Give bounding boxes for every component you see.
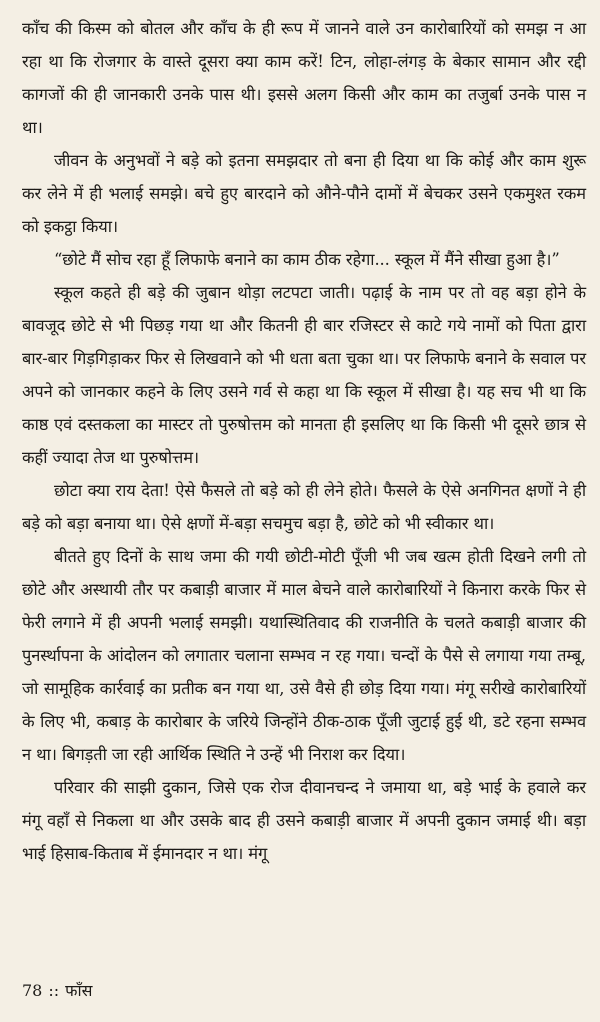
book-title: फाँस (65, 981, 93, 1000)
paragraph-3: “छोटे मैं सोच रहा हूँ लिफाफे बनाने का काम ठीक रहेगा... स्कूल में मैंने सीखा हुआ है।” (54, 250, 560, 269)
page-footer (22, 980, 98, 1002)
footer-separator: :: (48, 981, 60, 1000)
paragraph-6: बीतते हुए दिनों के साथ जमा की गयी छोटी-मोटी पूँजी भी जब खत्म होती दिखने लगी तो छोटे और अस्थायी तौर पर कबाड़ी बाजार में माल बेचने वाले कारोबारियों ने किनारा करके फिर से फेरी लगाने में ही अपनी भलाई समझी। यथास्थितिवाद की राजनीति के चलते कबाड़ी बाजार की पुनर्स्थापना के आंदोलन को लगातार चलाना सम्भव न रह गया। चन्दों के पैसे से लगाया गया तम्बू, जो सामूहिक कार्रवाई का प्रतीक बन गया था, उसे वैसे ही छोड़ दिया गया। मंगू सरीखे कारोबारियों के लिए भी, कबाड़ के कारोबार के जरिये जिन्होंने ठीक-ठाक पूँजी जुटाई हुई थी, डटे रहना सम्भव न था। बिगड़ती जा रही आर्थिक स्थिति ने उन्हें भी निराश कर दिया। (22, 547, 586, 764)
page-number: 78 (22, 981, 43, 1000)
paragraph-5: छोटा क्या राय देता! ऐसे फैसले तो बड़े को ही लेने होते। फैसले के ऐसे अनगिनत क्षणों ने ही बड़े को बड़ा बनाया था। ऐसे क्षणों में-बड़ा सचमुच बड़ा है, छोटे को भी स्वीकार था। (22, 481, 586, 533)
paragraph-1: काँच की किस्म को बोतल और काँच के ही रूप में जानने वाले उन कारोबारियों को समझ न आ रहा था कि रोजगार के वास्ते दूसरा क्या काम करें! टिन, लोहा-लंगड़ के बेकार सामान और रद्दी कागजों की ही जानकारी उनके पास थी। इससे अलग किसी और काम का तजुर्बा उनके पास न था। (22, 19, 586, 137)
paragraph-4: स्कूल कहते ही बड़े की जुबान थोड़ा लटपटा जाती। पढ़ाई के नाम पर तो वह बड़ा होने के बावजूद छोटे से भी पिछड़ गया था और कितनी ही बार रजिस्टर से काटे गये नामों को पिता द्वारा बार-बार गिड़गिड़ाकर फिर से लिखवाने को भी धता बता चुका था। पर लिफाफे बनाने के सवाल पर अपने को जानकार कहने के लिए उसने गर्व से कहा था कि स्कूल में सीखा है। यह सच भी था कि काष्ठ एवं दस्तकला का मास्टर तो पुरुषोत्तम को मानता ही इसलिए था कि किसी भी दूसरे छात्र से कहीं ज्यादा तेज था पुरुषोत्तम। (22, 283, 586, 467)
paragraph-7: परिवार की साझी दुकान, जिसे एक रोज दीवानचन्द ने जमाया था, बड़े भाई के हवाले कर मंगू वहाँ से निकला था और उसके बाद ही उसने कबाड़ी बाजार में अपनी दुकान जमाई थी। बड़ा भाई हिसाब-किताब में ईमानदार न था। मंगू (22, 778, 586, 863)
paragraph-2: जीवन के अनुभवों ने बड़े को इतना समझदार तो बना ही दिया था कि कोई और काम शुरू कर लेने में ही भलाई समझे। बचे हुए बारदाने को औने-पौने दामों में बेचकर उसने एकमुश्त रकम को इकट्ठा किया। (22, 151, 586, 236)
